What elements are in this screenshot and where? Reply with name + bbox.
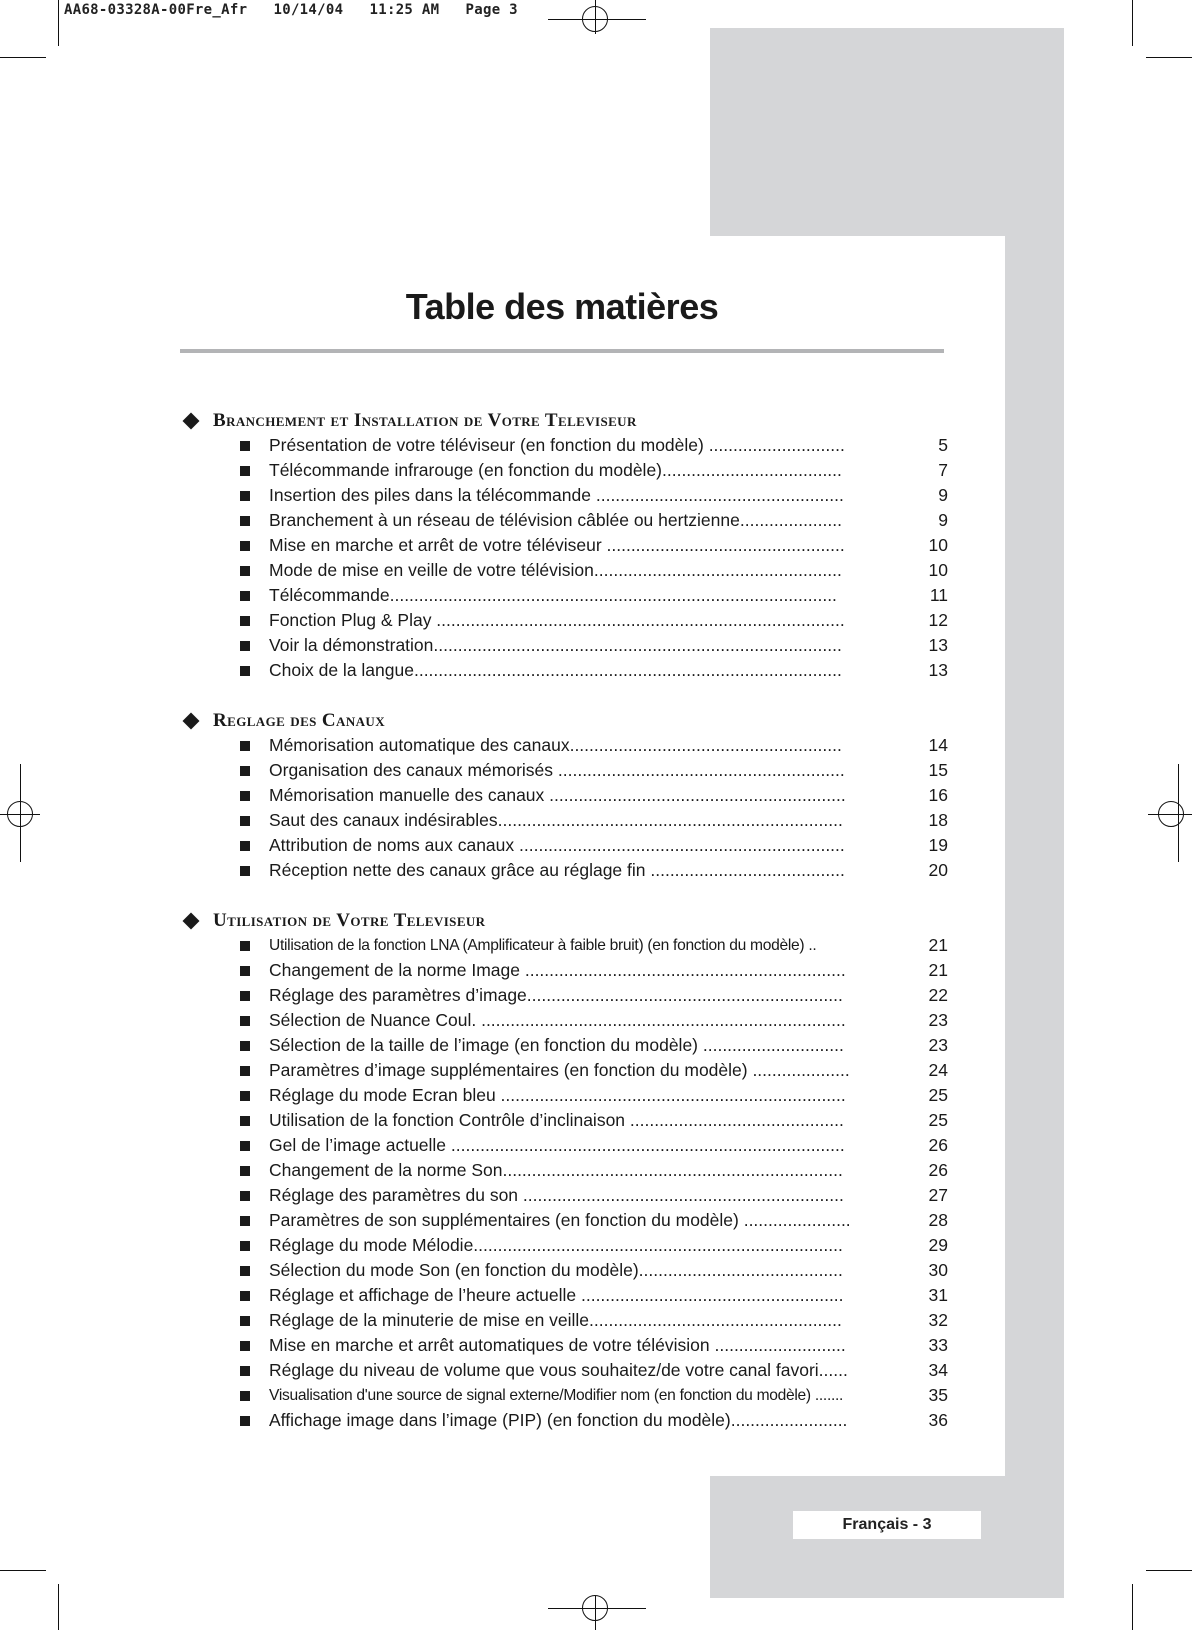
toc-entry-page: 11 <box>929 585 948 605</box>
square-bullet-icon <box>240 666 250 676</box>
square-bullet-icon <box>240 566 250 576</box>
toc-entry-page: 14 <box>928 735 948 755</box>
section-items <box>180 733 950 883</box>
square-bullet-icon <box>240 1066 250 1076</box>
toc-entry <box>180 983 950 1008</box>
toc-entry <box>180 483 950 508</box>
toc-section-reglage-canaux <box>180 708 950 883</box>
toc-entry-page: 20 <box>928 860 948 880</box>
toc-entry <box>180 633 950 658</box>
toc-entry <box>180 1183 950 1208</box>
toc-entry <box>180 608 950 633</box>
toc-entry-label: Voir la démonstration.................................................................................... <box>269 635 842 655</box>
toc-entry-label: Organisation des canaux mémorisés ........................................................... <box>269 760 845 780</box>
square-bullet-icon <box>240 491 250 501</box>
toc-entry-page: 36 <box>928 1410 948 1430</box>
toc-entry-page: 21 <box>928 960 948 980</box>
toc-entry <box>180 808 950 833</box>
toc-entry <box>180 433 950 458</box>
toc-entry-label: Réception nette des canaux grâce au réglage fin ........................................ <box>269 860 845 880</box>
square-bullet-icon <box>240 1241 250 1251</box>
toc-entry-page: 26 <box>928 1135 948 1155</box>
toc-entry-page: 29 <box>928 1235 948 1255</box>
toc-entry-label: Visualisation d'une source de signal externe/Modifier nom (en fonction du modèle) ....... <box>269 1387 844 1404</box>
toc-entry-label: Fonction Plug & Play .................................................................................... <box>269 610 845 630</box>
square-bullet-icon <box>240 741 250 751</box>
diamond-bullet-icon <box>183 912 200 929</box>
toc-entry <box>180 1108 950 1133</box>
toc-entry-label: Affichage image dans l’image (PIP) (en fonction du modèle)........................ <box>269 1410 848 1430</box>
toc-entry <box>180 1008 950 1033</box>
toc-entry <box>180 1358 950 1383</box>
section-heading-text: Utilisation de Votre Televiseur <box>213 909 486 931</box>
square-bullet-icon <box>240 966 250 976</box>
toc-entry <box>180 1283 950 1308</box>
grey-panel-side <box>1005 236 1064 1476</box>
toc-entry-label: Attribution de noms aux canaux ................................................................... <box>269 835 845 855</box>
square-bullet-icon <box>240 766 250 776</box>
toc-entry-label: Réglage du mode Ecran bleu ....................................................................... <box>269 1085 846 1105</box>
toc-entry-label: Sélection de Nuance Coul. ........................................................................... <box>269 1010 846 1030</box>
toc-entry <box>180 1133 950 1158</box>
square-bullet-icon <box>240 1341 250 1351</box>
toc-entry-page: 32 <box>928 1310 948 1330</box>
print-header: AA68-03328A-00Fre_Afr 10/14/04 11:25 AM Page 3 <box>64 2 518 18</box>
square-bullet-icon <box>240 591 250 601</box>
toc-entry-label: Choix de la langue........................................................................................ <box>269 660 842 680</box>
square-bullet-icon <box>240 641 250 651</box>
toc-entry-label: Paramètres d’image supplémentaires (en fonction du modèle) .................... <box>269 1060 850 1080</box>
title-divider <box>180 349 944 353</box>
toc-entry-label: Réglage des paramètres du son .................................................................. <box>269 1185 844 1205</box>
section-heading-text: Reglage des Canaux <box>213 709 385 731</box>
square-bullet-icon <box>240 1116 250 1126</box>
toc-entry-label: Réglage et affichage de l’heure actuelle ...................................................... <box>269 1285 844 1305</box>
toc-entry-page: 9 <box>938 485 948 505</box>
page-number-label: Français - 3 <box>793 1511 981 1539</box>
toc-entry-label: Réglage de la minuterie de mise en veille.................................................... <box>269 1310 842 1330</box>
toc-entry-page: 25 <box>928 1110 948 1130</box>
square-bullet-icon <box>240 1266 250 1276</box>
toc-entry <box>180 583 950 608</box>
toc-entry-label: Présentation de votre téléviseur (en fonction du modèle) ............................ <box>269 435 845 455</box>
toc-entry-label: Saut des canaux indésirables....................................................................... <box>269 810 843 830</box>
toc-entry-page: 7 <box>938 460 948 480</box>
square-bullet-icon <box>240 791 250 801</box>
toc-entry-label: Sélection du mode Son (en fonction du modèle).......................................... <box>269 1260 843 1280</box>
toc-entry-page: 28 <box>928 1210 948 1230</box>
toc-entry <box>180 458 950 483</box>
toc-entry-page: 33 <box>928 1335 948 1355</box>
toc-entry-page: 13 <box>928 660 948 680</box>
toc-entry-label: Mémorisation manuelle des canaux ............................................................. <box>269 785 846 805</box>
toc-entry-page: 25 <box>928 1085 948 1105</box>
toc-entry <box>180 1033 950 1058</box>
square-bullet-icon <box>240 1041 250 1051</box>
toc-entry-page: 13 <box>928 635 948 655</box>
toc-entry-label: Utilisation de la fonction LNA (Amplificateur à faible bruit) (en fonction du modèle) .. <box>269 937 817 954</box>
toc-entry-label: Branchement à un réseau de télévision câblée ou hertzienne..................... <box>269 510 842 530</box>
toc-entry <box>180 933 950 958</box>
section-heading-text: Branchement et Installation de Votre Televiseur <box>213 409 637 431</box>
toc-entry-page: 10 <box>928 535 948 555</box>
square-bullet-icon <box>240 541 250 551</box>
square-bullet-icon <box>240 841 250 851</box>
toc-entry-page: 23 <box>928 1035 948 1055</box>
square-bullet-icon <box>240 1016 250 1026</box>
toc-entry-page: 22 <box>928 985 948 1005</box>
toc-entry <box>180 1308 950 1333</box>
toc-entry <box>180 658 950 683</box>
toc-entry <box>180 1158 950 1183</box>
toc-entry <box>180 783 950 808</box>
toc-entry-label: Mémorisation automatique des canaux........................................................ <box>269 735 842 755</box>
toc-entry-label: Utilisation de la fonction Contrôle d’inclinaison ............................................ <box>269 1110 844 1130</box>
square-bullet-icon <box>240 866 250 876</box>
toc-entry <box>180 508 950 533</box>
toc-entry <box>180 958 950 983</box>
toc-entry <box>180 758 950 783</box>
square-bullet-icon <box>240 1141 250 1151</box>
toc-entry-label: Paramètres de son supplémentaires (en fonction du modèle) ...................... <box>269 1210 851 1230</box>
toc-entry-page: 21 <box>928 935 948 955</box>
toc-entry-page: 19 <box>928 835 948 855</box>
square-bullet-icon <box>240 616 250 626</box>
toc-entry-page: 31 <box>928 1285 948 1305</box>
toc-entry-label: Réglage des paramètres d’image................................................................. <box>269 985 843 1005</box>
toc-entry-page: 30 <box>928 1260 948 1280</box>
square-bullet-icon <box>240 1291 250 1301</box>
toc-entry-label: Télécommande infrarouge (en fonction du modèle)..................................... <box>269 460 842 480</box>
square-bullet-icon <box>240 441 250 451</box>
toc-entry <box>180 1408 950 1433</box>
toc-entry <box>180 1333 950 1358</box>
toc-entry <box>180 833 950 858</box>
square-bullet-icon <box>240 1416 250 1426</box>
toc-entry-label: Changement de la norme Son...................................................................... <box>269 1160 843 1180</box>
toc-entry-page: 27 <box>928 1185 948 1205</box>
square-bullet-icon <box>240 1391 250 1401</box>
toc-entry-label: Mise en marche et arrêt de votre téléviseur ................................................. <box>269 535 845 555</box>
section-items <box>180 933 950 1433</box>
toc-entry-page: 23 <box>928 1010 948 1030</box>
toc-entry-page: 15 <box>928 760 948 780</box>
grey-panel-top <box>710 28 1064 236</box>
square-bullet-icon <box>240 1316 250 1326</box>
toc-entry-label: Réglage du niveau de volume que vous souhaitez/de votre canal favori...... <box>269 1360 848 1380</box>
square-bullet-icon <box>240 1091 250 1101</box>
diamond-bullet-icon <box>183 412 200 429</box>
toc-entry-page: 26 <box>928 1160 948 1180</box>
toc-entry <box>180 558 950 583</box>
square-bullet-icon <box>240 1166 250 1176</box>
toc-entry-label: Insertion des piles dans la télécommande ................................................... <box>269 485 844 505</box>
diamond-bullet-icon <box>183 712 200 729</box>
toc-entry-page: 16 <box>928 785 948 805</box>
square-bullet-icon <box>240 516 250 526</box>
page-title: Table des matières <box>405 286 719 327</box>
toc-entry-page: 35 <box>928 1385 948 1405</box>
toc-entry-label: Mode de mise en veille de votre télévision................................................... <box>269 560 842 580</box>
square-bullet-icon <box>240 816 250 826</box>
toc-entry <box>180 1383 950 1408</box>
square-bullet-icon <box>240 941 250 951</box>
toc-section-utilisation <box>180 908 950 1433</box>
toc-entry-label: Gel de l’image actuelle ................................................................................. <box>269 1135 845 1155</box>
square-bullet-icon <box>240 1216 250 1226</box>
square-bullet-icon <box>240 466 250 476</box>
toc-entry-label: Mise en marche et arrêt automatiques de votre télévision ........................... <box>269 1335 846 1355</box>
toc-entry <box>180 1258 950 1283</box>
toc-entry-page: 24 <box>928 1060 948 1080</box>
toc-entry <box>180 733 950 758</box>
toc-entry <box>180 1058 950 1083</box>
toc-entry-page: 34 <box>928 1360 948 1380</box>
toc-entry-page: 5 <box>938 435 948 455</box>
toc-entry <box>180 533 950 558</box>
square-bullet-icon <box>240 991 250 1001</box>
toc-entry-label: Changement de la norme Image .................................................................. <box>269 960 846 980</box>
toc-entry-page: 12 <box>928 610 948 630</box>
section-heading <box>180 908 950 933</box>
toc-entry-page: 9 <box>938 510 948 530</box>
toc-entry <box>180 1233 950 1258</box>
square-bullet-icon <box>240 1191 250 1201</box>
section-heading <box>180 708 950 733</box>
toc-entry-page: 10 <box>928 560 948 580</box>
toc-entry-label: Sélection de la taille de l’image (en fonction du modèle) ............................. <box>269 1035 844 1055</box>
toc-entry <box>180 858 950 883</box>
toc-entry-page: 18 <box>928 810 948 830</box>
section-items <box>180 433 950 683</box>
toc-section-branchement <box>180 408 950 683</box>
toc-entry <box>180 1208 950 1233</box>
section-heading <box>180 408 950 433</box>
toc-entry-label: Télécommande............................................................................................ <box>269 585 837 605</box>
toc-entry-label: Réglage du mode Mélodie............................................................................ <box>269 1235 843 1255</box>
square-bullet-icon <box>240 1366 250 1376</box>
toc-entry <box>180 1083 950 1108</box>
